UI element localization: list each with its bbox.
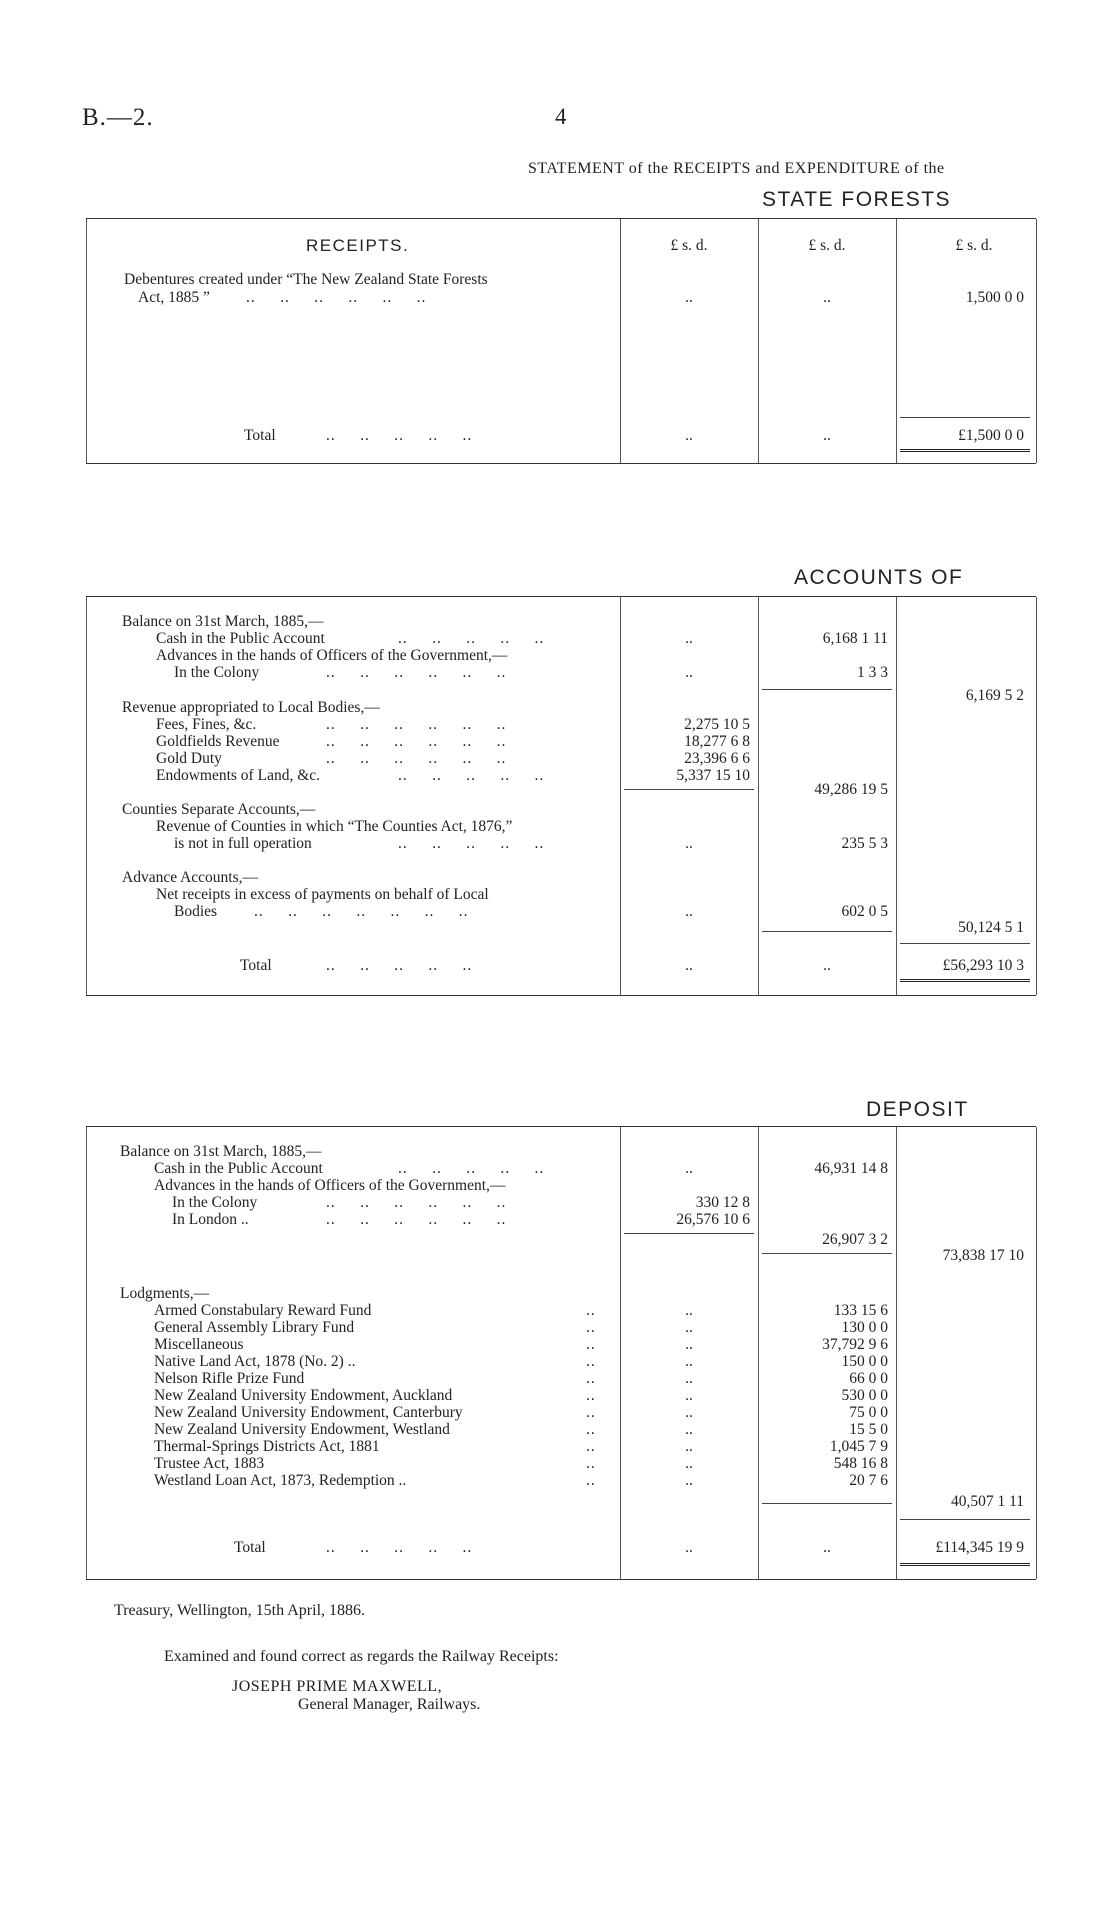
revenue-heading: Revenue appropriated to Local Bodies,— — [122, 699, 380, 716]
treasury-line: Treasury, Wellington, 15th April, 1886. — [114, 1602, 366, 1619]
revenue-item-label: Fees, Fines, &c. — [156, 716, 257, 733]
advance-accounts-heading: Advance Accounts,— — [122, 869, 259, 886]
total-col4: £56,293 10 3 — [942, 957, 1024, 974]
signer-name: JOSEPH PRIME MAXWELL, — [232, 1678, 443, 1695]
lodgment-row: New Zealand University Endowment, Westland .. .. 15 5 0 — [154, 1421, 888, 1438]
lodgment-amount: 1,045 7 9 — [829, 1438, 888, 1455]
total-col2: .. — [685, 957, 693, 974]
total-col3: .. — [823, 957, 831, 974]
colony-col3: 1 3 3 — [857, 664, 888, 681]
lodgment-row: General Assembly Library Fund .. .. 130 0 0 — [154, 1319, 888, 1336]
revenue-item-label: Goldfields Revenue — [156, 733, 280, 750]
lodgment-label: New Zealand University Endowment, Auckland — [154, 1387, 453, 1404]
lodgment-row: Trustee Act, 1883 .. .. 548 16 8 — [154, 1455, 888, 1472]
advances-label: Advances in the hands of Officers of the Government,— — [156, 647, 508, 664]
debentures-col3: .. — [823, 289, 831, 306]
subtotal-col4: 50,124 5 1 — [958, 919, 1024, 936]
section-title-state-forests: STATE FORESTS — [762, 188, 952, 211]
counties-col3: 235 5 3 — [841, 835, 888, 852]
revenue-item-label: Endowments of Land, &c. — [156, 767, 321, 784]
lodgments-col4: 40,507 1 11 — [950, 1493, 1024, 1510]
lodgment-label: Thermal-Springs Districts Act, 1881 — [154, 1438, 380, 1455]
london-col2: 26,576 10 6 — [676, 1211, 750, 1228]
debentures-col4: 1,500 0 0 — [965, 289, 1024, 306]
total-col3: .. — [823, 1539, 831, 1556]
colony-col2: 330 12 8 — [695, 1194, 750, 1211]
page-number: 4 — [555, 104, 567, 129]
balance-col4: 6,169 5 2 — [965, 687, 1024, 704]
total-col2: .. — [685, 427, 693, 444]
lodgment-row: Westland Loan Act, 1873, Redemption .. .. .. 20 7 6 — [154, 1472, 888, 1489]
examined-line: Examined and found correct as regards the Railway Receipts: — [164, 1648, 559, 1665]
balance-col4: 73,838 17 10 — [942, 1247, 1024, 1264]
lodgment-amount: 530 0 0 — [841, 1387, 888, 1404]
total-col3: .. — [823, 427, 831, 444]
counties-label-line1: Revenue of Counties in which “The Counties Act, 1876,” — [156, 818, 513, 835]
lodgment-amount: 150 0 0 — [841, 1353, 888, 1370]
advance-label-line1: Net receipts in excess of payments on behalf of Local — [156, 886, 489, 903]
balance-heading: Balance on 31st March, 1885,— — [122, 613, 324, 630]
lodgment-amount: 133 15 6 — [833, 1302, 888, 1319]
counties-heading: Counties Separate Accounts,— — [122, 801, 316, 818]
london-label: In London .. — [172, 1211, 249, 1228]
lodgment-row: Armed Constabulary Reward Fund .. .. 133 15 6 — [154, 1302, 888, 1319]
lodgment-amount: 66 0 0 — [849, 1370, 888, 1387]
lodgment-row: New Zealand University Endowment, Canterbury .. .. 75 0 0 — [154, 1404, 888, 1421]
lodgment-label: New Zealand University Endowment, Westland — [154, 1421, 450, 1438]
advance-label-line2: Bodies — [174, 903, 218, 920]
advances-col3: 26,907 3 2 — [822, 1231, 888, 1248]
document-reference: B.—2. — [82, 104, 154, 131]
advances-label: Advances in the hands of Officers of the Government,— — [154, 1177, 506, 1194]
lodgment-row: Miscellaneous .. .. 37,792 9 6 — [154, 1336, 888, 1353]
lodgment-amount: 37,792 9 6 — [822, 1336, 888, 1353]
lodgment-amount: 20 7 6 — [849, 1472, 888, 1489]
signer-title: General Manager, Railways. — [298, 1696, 481, 1713]
state-forests-table: RECEIPTS. £ s. d. £ s. d. £ s. d. Debentures created under “The New Zealand State Forests Act, 1885 ” .. .. .. .. .. .. .. .. 1,500 0 0 Total .. .. .. .. .. .. .. £1,500 0 0 — [86, 218, 1036, 464]
lodgment-label: New Zealand University Endowment, Canterbury — [154, 1404, 463, 1421]
total-label: Total — [244, 427, 276, 444]
debentures-label-line1: Debentures created under “The New Zealand State Forests — [124, 271, 488, 288]
debentures-col2: .. — [685, 289, 693, 306]
revenue-item-col2: 2,275 10 5 — [684, 716, 750, 733]
counties-label-line2: is not in full operation — [174, 835, 312, 852]
lodgment-amount: 75 0 0 — [849, 1404, 888, 1421]
lodgment-row: Thermal-Springs Districts Act, 1881 .. .. 1,045 7 9 — [154, 1438, 888, 1455]
lodgment-label: Nelson Rifle Prize Fund — [154, 1370, 305, 1387]
lodgment-amount: 15 5 0 — [849, 1421, 888, 1438]
lodgment-label: Native Land Act, 1878 (No. 2) .. — [154, 1353, 356, 1370]
section-title-accounts-of: ACCOUNTS OF — [794, 566, 964, 589]
balance-heading: Balance on 31st March, 1885,— — [120, 1143, 322, 1160]
lodgment-row: Native Land Act, 1878 (No. 2) .. .. .. 150 0 0 — [154, 1353, 888, 1370]
section-title-deposit: DEPOSIT — [866, 1098, 969, 1121]
revenue-item-col2: 5,337 15 10 — [676, 767, 750, 784]
total-col4: £114,345 19 9 — [935, 1539, 1024, 1556]
lodgment-row: New Zealand University Endowment, Auckland .. .. 530 0 0 — [154, 1387, 888, 1404]
total-label: Total — [234, 1539, 266, 1556]
advance-col3: 602 0 5 — [841, 903, 888, 920]
lodgment-label: Miscellaneous — [154, 1336, 244, 1353]
lodgment-label: Westland Loan Act, 1873, Redemption .. — [154, 1472, 407, 1489]
statement-title: STATEMENT of the RECEIPTS and EXPENDITURE of the — [528, 160, 945, 177]
cash-label: Cash in the Public Account — [154, 1160, 323, 1177]
revenue-col3: 49,286 19 5 — [814, 781, 888, 798]
revenue-item-col2: 23,396 6 6 — [684, 750, 750, 767]
accounts-table: Balance on 31st March, 1885,— Cash in the Public Account .. .. .. .. .. .. 6,168 1 11 Advances in the hands of Officers of the Government,— In the Colony .. .. .. .. .. .. .. 1 3 3 6,169 5 2 Revenue appropriated to Local Bodies,— Fees, Fines, &c. .. .. .. .. .. .. 2,275 10 5 Goldfields Revenue .. .. .. .. .. .. 18,277 6 8 Gold Duty .. .. .. .. .. .. 23,396 6 6 Endowments of Land, &c. .. .. .. .. .. 5,337 15 10 49,286 19 5 Counties Separate Accounts,— Revenue of Counties in which “The Counties Act, 1876,” is not in full operation .. .. .. .. .. .. 235 5 3 Advance Accounts,— Net receipts in excess of payments on behalf of Local Bodies .. .. .. .. .. .. .. .. 602 0 5 50,124 5 1 Total .. .. .. .. .. .. .. £56,293 10 3 — [86, 596, 1036, 996]
currency-header-col3: £ s. d. — [808, 237, 846, 254]
colony-label: In the Colony — [172, 1194, 258, 1211]
currency-header-col2: £ s. d. — [670, 237, 708, 254]
cash-col3: 6,168 1 11 — [822, 630, 888, 647]
cash-label: Cash in the Public Account — [156, 630, 325, 647]
lodgment-label: Trustee Act, 1883 — [154, 1455, 265, 1472]
lodgment-label: Armed Constabulary Reward Fund — [154, 1302, 372, 1319]
currency-header-col4: £ s. d. — [955, 237, 993, 254]
total-col4: £1,500 0 0 — [958, 427, 1024, 444]
debentures-label-line2: Act, 1885 ” — [138, 289, 210, 306]
lodgment-label: General Assembly Library Fund — [154, 1319, 355, 1336]
total-col2: .. — [685, 1539, 693, 1556]
lodgments-heading: Lodgments,— — [120, 1285, 210, 1302]
colony-label: In the Colony — [174, 664, 260, 681]
lodgment-amount: 130 0 0 — [841, 1319, 888, 1336]
total-label: Total — [240, 957, 272, 974]
lodgment-row: Nelson Rifle Prize Fund .. .. 66 0 0 — [154, 1370, 888, 1387]
receipts-column-header: RECEIPTS. — [306, 236, 410, 255]
revenue-item-label: Gold Duty — [156, 750, 222, 767]
revenue-item-col2: 18,277 6 8 — [684, 733, 750, 750]
lodgment-amount: 548 16 8 — [833, 1455, 888, 1472]
cash-col3: 46,931 14 8 — [814, 1160, 888, 1177]
deposit-table: Balance on 31st March, 1885,— Cash in the Public Account .. .. .. .. .. .. 46,931 14 8 Advances in the hands of Officers of the Government,— In the Colony .. .. .. .. .. .. 330 12 8 In London .. .. .. .. .. .. .. 26,576 10 6 26,907 3 2 73,838 17 10 Lodgments,— Armed Constabulary Reward Fund .. .. 133 15 6 General Assembly Library Fund .. .. 130 0 0 Miscellaneous .. .. 37,792 9 6 Native Land Act, 1878 (No. 2) .. .. .. 150 0 0 Nelson Rifle Prize Fund .. .. 66 0 0 New Zealand University Endowment, Auckland .. .. 530 0 0 New Zealand University Endowment, Canterbury .. .. 75 0 0 New Zealand University Endowment, Westland .. .. 15 5 0 Thermal-Springs Districts Act, 1881 .. .. 1,045 7 9 Trustee Act, 1883 .. .. 548 16 8 Westland Loan Act, 1873, Redemption .. .. .. 20 7 6 40,507 1 11 Total .. .. .. .. .. .. .. £114,345 19 9 — [86, 1126, 1036, 1580]
